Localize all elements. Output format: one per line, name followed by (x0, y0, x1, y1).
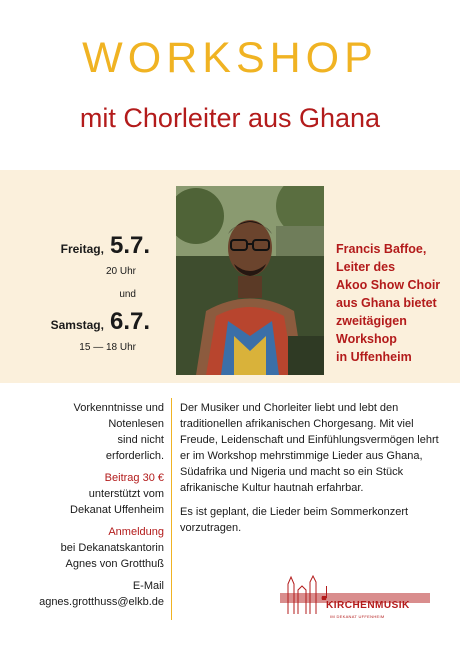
day-label: Samstag, (50, 318, 104, 332)
portrait-illustration (176, 186, 324, 375)
email-address: agnes.grotthuss@elkb.de (39, 596, 164, 608)
info-line: erforderlich. (105, 450, 164, 462)
and-text: und (119, 289, 136, 300)
description-paragraph: Es ist geplant, die Lieder beim Sommerkonzert vorzutragen. (180, 506, 409, 534)
intro-line: Akoo Show Choir (336, 278, 441, 292)
portrait-photo (176, 186, 324, 375)
day-date: 5.7. (109, 232, 150, 259)
day-date: 6.7. (109, 308, 150, 335)
description-paragraph: Der Musiker und Chorleiter liebt und lebt den traditionellen afrikanischen Chorgesang. Mit viel Freude, Leidenschaft und Einfühlungsvermögen lehrt er im Workshop mehrstimmige Lieder aus Ghana, Südafrika und Nigeria und macht so ein Stück afrikanische Kultur hautnah erfahrbar. (180, 402, 439, 494)
time-friday: 20 Uhr (105, 266, 136, 277)
info-line: bei Dekanatskantorin (60, 542, 164, 554)
intro-line: in Uffenheim (336, 350, 412, 364)
info-line: sind nicht (117, 434, 164, 446)
page-subtitle: mit Chorleiter aus Ghana (79, 103, 381, 133)
date-friday (20, 232, 150, 260)
info-line: Notenlesen (108, 418, 164, 430)
intro-line: zweitägigen (336, 314, 407, 328)
logo-subtitle: IM DEKANAT UFFENHEIM (330, 614, 385, 619)
intro-line: Francis Baffoe, (336, 242, 427, 256)
description-column (180, 400, 448, 544)
time-saturday: 15 — 18 Uhr (79, 342, 136, 353)
date-saturday (20, 308, 150, 336)
page-title: WORKSHOP (82, 34, 378, 82)
event-dates (20, 232, 150, 353)
info-line: Vorkenntnisse und (73, 402, 164, 414)
info-column (12, 400, 164, 610)
intro-text (336, 240, 454, 366)
signup-label: Anmeldung (108, 526, 164, 538)
info-line: unterstützt vom (88, 488, 164, 500)
info-line: Dekanat Uffenheim (70, 504, 164, 516)
logo-title: KIRCHENMUSIK (326, 600, 410, 611)
column-divider (171, 398, 172, 620)
fee-label: Beitrag 30 € (104, 472, 164, 484)
info-line: Agnes von Grotthuß (65, 558, 164, 570)
intro-line: Leiter des (336, 260, 396, 274)
info-line: E-Mail (132, 580, 164, 592)
day-label: Freitag, (60, 242, 104, 256)
intro-line: Workshop (336, 332, 397, 346)
intro-line: aus Ghana bietet (336, 296, 437, 310)
